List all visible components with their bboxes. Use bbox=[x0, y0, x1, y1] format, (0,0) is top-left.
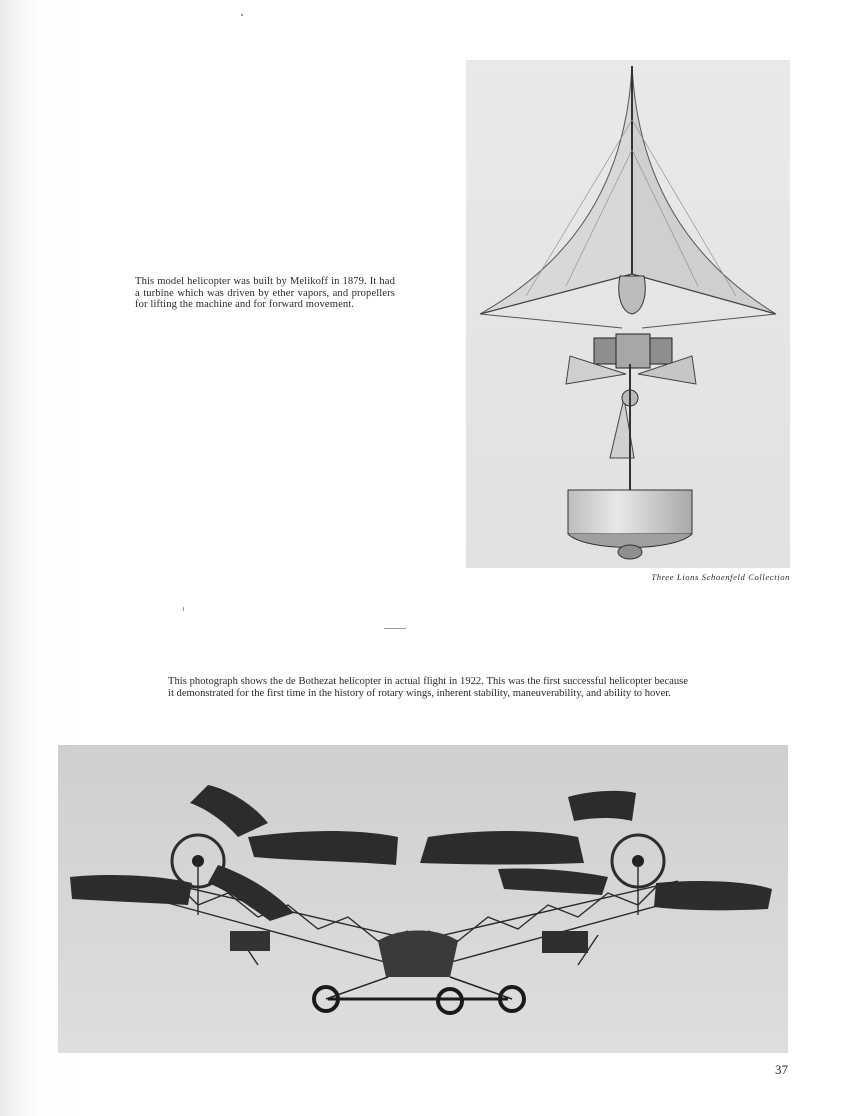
de-bothezat-photograph bbox=[58, 745, 788, 1053]
melikoff-engraving bbox=[466, 60, 790, 568]
photo-credit: Three Lions Schoenfeld Collection bbox=[651, 572, 790, 582]
page-number: 37 bbox=[775, 1062, 788, 1077]
page-speck bbox=[183, 607, 184, 611]
melikoff-helicopter-illustration bbox=[466, 60, 790, 568]
de-bothezat-caption: This photograph shows the de Bothezat helicopter in actual flight in 1922. This was the first successful helicopter because it demonstrated for the first time in the history of rotary wings, inherent stability, maneuverability, and ability to hover. bbox=[168, 676, 688, 699]
page-speck bbox=[384, 628, 406, 629]
page-speck bbox=[241, 14, 243, 16]
de-bothezat-helicopter-photo bbox=[58, 745, 788, 1053]
melikoff-caption: This model helicopter was built by Melikoff in 1879. It had a turbine which was driven by ether vapors, and propellers for lifting the machine and for forward movement. bbox=[135, 276, 395, 311]
